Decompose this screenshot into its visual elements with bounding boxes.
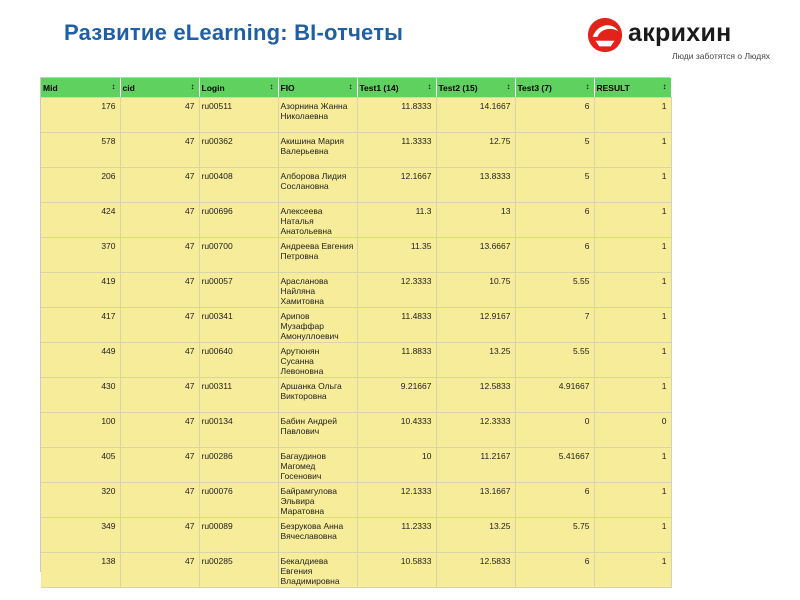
column-header-label: cid [122, 82, 135, 93]
table-cell: 12.1667 [357, 168, 436, 203]
table-cell: 1 [594, 168, 671, 203]
table-cell: 417 [41, 308, 120, 343]
table-row[interactable] [41, 378, 671, 413]
table-cell: 47 [120, 343, 199, 378]
table-cell: 5.75 [515, 518, 594, 553]
table-cell: 47 [120, 133, 199, 168]
table-cell: 11.3333 [357, 133, 436, 168]
table-cell: ru00134 [199, 413, 278, 448]
table-cell: 13.8333 [436, 168, 515, 203]
table-cell: 11.8333 [357, 98, 436, 133]
column-header-label: Test1 (14) [359, 82, 399, 93]
logo-name: акрихин [628, 19, 732, 47]
column-header-label: Mid [43, 82, 58, 93]
company-logo [586, 16, 786, 64]
table-cell: 100 [41, 413, 120, 448]
column-header[interactable] [41, 78, 120, 98]
table-row[interactable] [41, 343, 671, 378]
table-cell: 449 [41, 343, 120, 378]
table-cell: ru00640 [199, 343, 278, 378]
table-cell: 11.4833 [357, 308, 436, 343]
sort-icon[interactable]: ↕ [506, 82, 511, 91]
table-row[interactable] [41, 238, 671, 273]
table-cell: 47 [120, 448, 199, 483]
table-cell: 13 [436, 203, 515, 238]
table-cell: 9.21667 [357, 378, 436, 413]
table-cell: Бабин Андрей Павлович [278, 413, 357, 448]
table-cell: 10.75 [436, 273, 515, 308]
table-cell: 1 [594, 343, 671, 378]
table-cell: 47 [120, 98, 199, 133]
table-cell: 12.5833 [436, 378, 515, 413]
table-cell: 1 [594, 518, 671, 553]
table-cell: 47 [120, 308, 199, 343]
table-row[interactable] [41, 168, 671, 203]
table-cell: 430 [41, 378, 120, 413]
table-cell: 370 [41, 238, 120, 273]
table-cell: 1 [594, 98, 671, 133]
table-cell: Безрукова Анна Вячеславовна [278, 518, 357, 553]
table-cell: 47 [120, 378, 199, 413]
table-cell: 4.91667 [515, 378, 594, 413]
table-cell: Андреева Евгения Петровна [278, 238, 357, 273]
table-cell: ru00076 [199, 483, 278, 518]
table-cell: 47 [120, 518, 199, 553]
table-cell: 12.1333 [357, 483, 436, 518]
table-cell: 10.4333 [357, 413, 436, 448]
table-cell: 6 [515, 203, 594, 238]
column-header-label: Test3 (7) [517, 82, 552, 93]
table-cell: 424 [41, 203, 120, 238]
table-cell: 10.5833 [357, 553, 436, 588]
table-cell: 1 [594, 238, 671, 273]
table-cell: 14.1667 [436, 98, 515, 133]
table-cell: Байрамгулова Эльвира Маратовна [278, 483, 357, 518]
table-cell: 12.3333 [357, 273, 436, 308]
table-cell: 5 [515, 168, 594, 203]
table-cell: 1 [594, 483, 671, 518]
table-cell: 1 [594, 553, 671, 588]
table-cell: 47 [120, 203, 199, 238]
table-cell: 5.55 [515, 273, 594, 308]
table-cell: Азорнина Жанна Николаевна [278, 98, 357, 133]
table-cell: ru00362 [199, 133, 278, 168]
table-cell: 11.8833 [357, 343, 436, 378]
sort-icon[interactable]: ↕ [427, 82, 432, 91]
column-header[interactable] [436, 78, 515, 98]
column-header[interactable] [594, 78, 671, 98]
table-cell: 7 [515, 308, 594, 343]
table-cell: 1 [594, 378, 671, 413]
table-cell: 206 [41, 168, 120, 203]
table-cell: 405 [41, 448, 120, 483]
table-cell: 47 [120, 483, 199, 518]
table-cell: 1 [594, 448, 671, 483]
table-cell: 5.55 [515, 343, 594, 378]
table-row[interactable] [41, 518, 671, 553]
table-cell: 13.6667 [436, 238, 515, 273]
table-cell: Арипов Музаффар Амонуллоевич [278, 308, 357, 343]
table-cell: 6 [515, 98, 594, 133]
table-cell: 1 [594, 203, 671, 238]
table-row[interactable] [41, 273, 671, 308]
table-cell: 138 [41, 553, 120, 588]
table-cell: 47 [120, 273, 199, 308]
column-header[interactable] [199, 78, 278, 98]
table-cell: 6 [515, 238, 594, 273]
table-cell: 47 [120, 553, 199, 588]
table-cell: 0 [594, 413, 671, 448]
table-cell: 320 [41, 483, 120, 518]
table-cell: Арутюнян Сусанна Левоновна [278, 343, 357, 378]
table-cell: 11.2333 [357, 518, 436, 553]
table-cell: 12.9167 [436, 308, 515, 343]
table-cell: 13.1667 [436, 483, 515, 518]
table-cell: 6 [515, 483, 594, 518]
table-cell: 1 [594, 308, 671, 343]
table-row[interactable] [41, 413, 671, 448]
table-cell: 47 [120, 168, 199, 203]
akrikhin-logo-icon [586, 16, 624, 54]
table-cell: 12.75 [436, 133, 515, 168]
table-cell: 11.3 [357, 203, 436, 238]
table-cell: Алексеева Наталья Анатольевна [278, 203, 357, 238]
table-cell: 0 [515, 413, 594, 448]
column-header-label: Login [201, 82, 225, 93]
sort-icon[interactable]: ↕ [662, 82, 667, 91]
sort-icon[interactable]: ↕ [585, 82, 590, 91]
table-cell: ru00311 [199, 378, 278, 413]
table-cell: Аршанка Ольга Викторовна [278, 378, 357, 413]
sort-icon[interactable]: ↕ [190, 82, 195, 91]
column-header-label: Test2 (15) [438, 82, 478, 93]
table-cell: Арасланова Найляна Хамитовна [278, 273, 357, 308]
table-cell: 6 [515, 553, 594, 588]
table-cell: ru00511 [199, 98, 278, 133]
column-header-label: FIO [280, 82, 295, 93]
table-row[interactable] [41, 98, 671, 133]
table-header-row [41, 78, 671, 98]
table-row[interactable] [41, 553, 671, 588]
table-cell: ru00286 [199, 448, 278, 483]
table-cell: ru00700 [199, 238, 278, 273]
table-cell: 10 [357, 448, 436, 483]
column-header[interactable] [515, 78, 594, 98]
report-table-container [40, 77, 670, 586]
table-cell: 47 [120, 238, 199, 273]
sort-icon[interactable]: ↕ [348, 82, 353, 91]
table-cell: 47 [120, 413, 199, 448]
table-cell: 578 [41, 133, 120, 168]
table-cell: ru00408 [199, 168, 278, 203]
column-header-label: RESULT [596, 82, 630, 93]
table-cell: 11.2167 [436, 448, 515, 483]
table-row[interactable] [41, 308, 671, 343]
table-row[interactable] [41, 483, 671, 518]
page-title: Развитие eLearning: BI-отчеты [64, 20, 404, 45]
table-cell: ru00057 [199, 273, 278, 308]
table-cell: 12.5833 [436, 553, 515, 588]
table-cell: Акишина Мария Валерьевна [278, 133, 357, 168]
sort-icon[interactable]: ↕ [111, 82, 116, 91]
column-header[interactable] [120, 78, 199, 98]
table-cell: 1 [594, 133, 671, 168]
table-cell: 11.35 [357, 238, 436, 273]
column-header[interactable] [278, 78, 357, 98]
table-cell: 419 [41, 273, 120, 308]
table-cell: ru00285 [199, 553, 278, 588]
table-cell: 176 [41, 98, 120, 133]
table-cell: ru00696 [199, 203, 278, 238]
table-cell: ru00341 [199, 308, 278, 343]
table-cell: 13.25 [436, 518, 515, 553]
table-cell: ru00089 [199, 518, 278, 553]
logo-tagline: Люди заботятся о Людях [672, 51, 771, 61]
table-row[interactable] [41, 448, 671, 483]
table-cell: 13.25 [436, 343, 515, 378]
table-cell: Багаудинов Магомед Госенович [278, 448, 357, 483]
report-table [41, 78, 672, 588]
table-cell: Алборова Лидия Сослановна [278, 168, 357, 203]
table-cell: 5 [515, 133, 594, 168]
table-cell: 1 [594, 273, 671, 308]
table-row[interactable] [41, 133, 671, 168]
table-cell: Бекалдиева Евгения Владимировна [278, 553, 357, 588]
table-cell: 12.3333 [436, 413, 515, 448]
sort-icon[interactable]: ↕ [269, 82, 274, 91]
table-row[interactable] [41, 203, 671, 238]
column-header[interactable] [357, 78, 436, 98]
table-cell: 349 [41, 518, 120, 553]
table-cell: 5.41667 [515, 448, 594, 483]
